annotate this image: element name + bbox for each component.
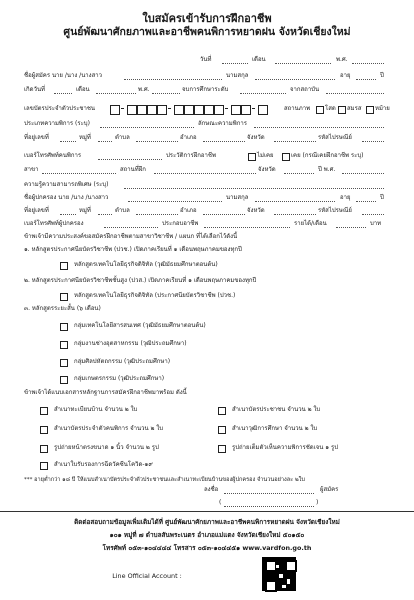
guardian-phone-row xyxy=(0,218,414,230)
address-label: ที่อยู่เลขที่ xyxy=(24,134,49,141)
id-digit-box[interactable] xyxy=(214,105,224,115)
id-digit-box[interactable] xyxy=(147,105,157,115)
born-label: เกิดวันที่ xyxy=(24,86,46,93)
program3-item xyxy=(0,338,414,350)
disability-nature-field[interactable] xyxy=(254,127,384,128)
born-day-field[interactable] xyxy=(54,93,72,94)
id-digit-box[interactable] xyxy=(194,105,204,115)
guardian-age-field[interactable] xyxy=(356,201,376,202)
program3-item xyxy=(0,356,414,368)
program3-checkbox-1[interactable] xyxy=(60,323,68,331)
program1-item xyxy=(0,259,414,271)
program3-item xyxy=(0,320,414,332)
applicant-name-label: ชื่อผู้สมัคร นาย /นาง /นางสาว xyxy=(24,72,102,79)
program3-checkbox-3[interactable] xyxy=(60,359,68,367)
docs-row xyxy=(0,442,414,454)
sign-role: ผู้สมัคร xyxy=(320,486,339,493)
year-field[interactable] xyxy=(352,63,384,64)
doc-fullbody-photo-checkbox[interactable] xyxy=(218,445,226,453)
program3-item-label: กลุ่มงานช่างอุตสาหกรรม (วุฒิประถมศึกษา) xyxy=(74,340,187,347)
signature-row xyxy=(0,484,414,496)
guardian-amphoe-field[interactable] xyxy=(203,214,245,215)
training-history-row xyxy=(0,164,414,176)
footer-phone-line: โทรศัพท์ ๐๕๓-๑๐๔๔๔๔ โทรสาร ๐๕๓-๑๐๔๔๕๑ www.vardfon.go.th xyxy=(102,544,312,552)
born-year-field[interactable] xyxy=(152,93,180,94)
phone-field[interactable] xyxy=(98,159,162,160)
id-digit-box[interactable] xyxy=(127,105,137,115)
doc-disability-card-checkbox[interactable] xyxy=(40,426,48,434)
income-label: รายได้/เดือน xyxy=(294,220,327,227)
from-label: จากสถาบัน xyxy=(290,86,320,93)
doc-vaccine-checkbox[interactable] xyxy=(40,462,48,470)
guardian-name-row xyxy=(0,192,414,204)
guardian-amphoe-label: อำเภอ xyxy=(180,207,197,214)
guardian-phone-label: เบอร์โทรศัพท์ผู้ปกครอง xyxy=(24,220,84,227)
province-field[interactable] xyxy=(274,141,316,142)
status-married-checkbox[interactable] xyxy=(338,106,346,114)
tambon-label: ตำบล xyxy=(115,134,130,141)
phone-label: เบอร์โทรศัพท์คนพิการ xyxy=(24,152,82,159)
phone-history-row xyxy=(0,150,414,162)
doc-id-card-checkbox[interactable] xyxy=(218,407,226,415)
program2-item xyxy=(0,290,414,302)
branch-province-label: จังหวัด xyxy=(258,166,276,173)
job-label: ประกอบอาชีพ xyxy=(162,220,199,227)
edu-label: จบการศึกษาระดับ xyxy=(182,86,229,93)
date-year-label: พ.ศ. xyxy=(336,56,348,63)
docs-row xyxy=(0,404,414,416)
address-no-field[interactable] xyxy=(60,141,76,142)
docs-heading: ข้าพเจ้าได้แนบเอกสารหลักฐานการสมัครฝึกอาชีพมาพร้อม ดังนี้ xyxy=(24,389,187,396)
postal-label: รหัสไปรษณีย์ xyxy=(318,134,352,141)
doc-house-reg-checkbox[interactable] xyxy=(40,407,48,415)
id-digit-box[interactable] xyxy=(110,105,120,115)
guardian-tambon-field[interactable] xyxy=(136,214,178,215)
place-label: สถานที่ฝึก xyxy=(120,166,146,173)
branch-label: สาขา xyxy=(24,166,39,173)
guardian-year-unit: ปี xyxy=(380,194,384,201)
skills-row xyxy=(0,179,414,191)
postal-field[interactable] xyxy=(362,141,384,142)
guardian-age-label: อายุ xyxy=(340,194,351,201)
applicant-name-row xyxy=(0,70,414,82)
disability-row xyxy=(0,118,414,130)
edu-field[interactable] xyxy=(240,93,286,94)
guardian-phone-field[interactable] xyxy=(104,227,158,228)
id-separator xyxy=(168,108,171,109)
baht-label: บาท xyxy=(370,220,382,227)
born-month-label: เดือน xyxy=(76,86,90,93)
sign-label: ลงชื่อ xyxy=(204,486,219,493)
sign-open-paren: ( xyxy=(219,499,222,506)
program3-item xyxy=(0,373,414,385)
doc-photo-label: รูปถ่ายหน้าตรงขนาด ๑ นิ้ว จำนวน ๒ รูป xyxy=(54,444,159,451)
id-digit-box[interactable] xyxy=(258,105,268,115)
age-label: อายุ xyxy=(340,72,351,79)
docs-row xyxy=(0,459,414,471)
program1-heading: ๑. หลักสูตรประกาศนียบัตรวิชาชีพ (ปวช.) เปิดภาคเรียนที่ ๑ เดือนพฤษภาคมของทุกปี xyxy=(24,246,242,253)
job-field[interactable] xyxy=(204,227,290,228)
surname-label: นามสกุล xyxy=(226,72,249,79)
id-digit-box[interactable] xyxy=(157,105,167,115)
status-label: สถานภาพ xyxy=(284,105,311,112)
program2-checkbox[interactable] xyxy=(60,293,68,301)
guardian-surname-field[interactable] xyxy=(255,201,335,202)
skills-field[interactable] xyxy=(124,188,384,189)
guardian-postal-field[interactable] xyxy=(362,214,384,215)
program2-heading: ๒. หลักสูตรประกาศนียบัตรวิชาชีพชั้นสูง (ปวส.) เปิดภาคเรียนที่ ๑ เดือนพฤษภาคมของทุกปี xyxy=(24,277,257,284)
guardian-surname-label: นามสกุล xyxy=(226,194,249,201)
footer-contact-line: ติดต่อสอบถามข้อมูลเพิ่มเติมได้ที่ ศูนย์พัฒนาศักยภาพและอาชีพคนพิการหยาดฝน จังหวัดเชียงใหม่ xyxy=(74,518,340,526)
born-month-field[interactable] xyxy=(96,93,136,94)
doc-id-card-label: สำเนาบัตรประชาชน จำนวน ๒ ใบ xyxy=(232,406,321,413)
income-field[interactable] xyxy=(336,227,366,228)
date-month-label: เดือน xyxy=(252,56,266,63)
province-label: จังหวัด xyxy=(247,134,265,141)
status-widowed-label: หม้าย xyxy=(375,105,390,112)
guardian-tambon-label: ตำบล xyxy=(115,207,130,214)
intent-text: ข้าพเจ้ามีความประสงค์ขอสมัครฝึกอาชีพตามสาขาวิชาชีพ / แผนก ที่ได้เลือกไว้ดังนี้ xyxy=(24,233,238,240)
history-no-checkbox[interactable] xyxy=(248,153,256,161)
status-widowed-checkbox[interactable] xyxy=(366,106,374,114)
id-separator xyxy=(252,108,255,109)
moo-label: หมู่ที่ xyxy=(79,134,91,141)
disability-type-label: ประเภทความพิการ (ระบุ) xyxy=(24,120,90,127)
branch-year-label: ปี พ.ศ. xyxy=(318,166,336,173)
doc-education-label: สำเนาวุฒิการศึกษา จำนวน ๒ ใบ xyxy=(232,425,318,432)
program1-row xyxy=(0,244,414,256)
status-single-checkbox[interactable] xyxy=(316,106,324,114)
guardian-province-field[interactable] xyxy=(274,214,316,215)
form-subtitle: ศูนย์พัฒนาศักยภาพและอาชีพคนพิการหยาดฝน จังหวัดเชียงใหม่ xyxy=(63,26,351,38)
id-digit-box[interactable] xyxy=(241,105,251,115)
moo-field[interactable] xyxy=(98,141,112,142)
amphoe-label: อำเภอ xyxy=(180,134,197,141)
program1-item-label: หลักสูตรเทคโนโลยีธุรกิจดิจิทัล (วุฒิมัธยมศึกษาตอนต้น) xyxy=(74,261,218,268)
guardian-address-row xyxy=(0,205,414,217)
docs-row xyxy=(0,423,414,435)
applicant-address-row xyxy=(0,132,414,144)
history-no-label: ไม่เคย xyxy=(257,152,274,159)
age-field[interactable] xyxy=(356,79,376,80)
birth-row xyxy=(0,84,414,96)
doc-education-checkbox[interactable] xyxy=(218,426,226,434)
id-digit-box[interactable] xyxy=(204,105,214,115)
program3-item-label: กลุ่มเกษตรกรรม (วุฒิประถมศึกษา) xyxy=(74,375,165,382)
amphoe-field[interactable] xyxy=(203,141,245,142)
docs-heading-row xyxy=(0,387,414,399)
date-day-label: วันที่ xyxy=(200,56,212,63)
id-digit-box[interactable] xyxy=(184,105,194,115)
sign-close-paren: ) xyxy=(316,499,319,506)
guardian-postal-label: รหัสไปรษณีย์ xyxy=(318,207,352,214)
guardian-moo-label: หมู่ที่ xyxy=(79,207,91,214)
guardian-address-label: ที่อยู่เลขที่ xyxy=(24,207,49,214)
footer-line-label: Line Official Account : xyxy=(112,572,182,580)
history-yes-label: เคย (กรณีเคยฝึกอาชีพ ระบุ) xyxy=(291,152,364,159)
doc-house-reg-label: สำเนาทะเบียนบ้าน จำนวน ๒ ใบ xyxy=(54,406,138,413)
program3-item-label: กลุ่มเทคโนโลยีสารสนเทศ (วุฒิมัธยมศึกษาตอนต้น) xyxy=(74,322,206,329)
program3-item-label: กลุ่มศิลปหัตถกรรม (วุฒิประถมศึกษา) xyxy=(74,358,171,365)
id-digit-box[interactable] xyxy=(174,105,184,115)
program3-checkbox-4[interactable] xyxy=(60,376,68,384)
doc-vaccine-label: สำเนาใบรับรองการฉีดวัคซีนโควิด-๑๙ xyxy=(54,461,153,468)
program2-item-label: หลักสูตรเทคโนโลยีธุรกิจดิจิทัล (ประกาศนียบัตรวิชาชีพ (ปวช.) xyxy=(74,292,236,299)
id-digit-box[interactable] xyxy=(231,105,241,115)
skills-label: ความรู้ความสามารถพิเศษ (ระบุ) xyxy=(24,181,109,188)
born-be-label: พ.ศ. xyxy=(138,86,150,93)
id-digit-box[interactable] xyxy=(137,105,147,115)
history-yes-checkbox[interactable] xyxy=(282,153,290,161)
footer-address-line: ๑๐๑ หมู่ที่ ๗ ตำบลสันพระเนตร อำเภอแม่แตง จังหวัดเชียงใหม่ ๕๐๑๕๐ xyxy=(109,531,305,539)
id-separator xyxy=(121,108,124,109)
footer-divider xyxy=(0,511,414,512)
signature-field[interactable] xyxy=(224,493,314,494)
day-field[interactable] xyxy=(222,63,248,64)
program2-row xyxy=(0,275,414,287)
note-text: *** อายุต่ำกว่า ๑๘ ปี ให้แนบสำเนาบัตรประจำตัวประชาชนและสำเนาทะเบียนบ้านของผู้ปกครอง จำนวนอย่างละ ๒ใบ xyxy=(24,477,305,483)
id-row xyxy=(0,103,414,115)
status-married-label: สมรส xyxy=(347,105,362,112)
place-field[interactable] xyxy=(154,173,256,174)
signature-name-field[interactable] xyxy=(224,506,314,507)
from-field[interactable] xyxy=(326,93,384,94)
surname-field[interactable] xyxy=(255,79,335,80)
program3-heading: ๓. หลักสูตรระยะสั้น (๖ เดือน) xyxy=(24,305,101,312)
id-separator xyxy=(225,108,228,109)
signature-name-row xyxy=(0,497,414,509)
program1-checkbox[interactable] xyxy=(60,262,68,270)
intent-row xyxy=(0,231,414,243)
guardian-province-label: จังหวัด xyxy=(247,207,265,214)
status-single-label: โสด xyxy=(325,105,336,112)
year-unit: ปี xyxy=(380,72,384,79)
date-row xyxy=(0,54,414,66)
branch-year-field[interactable] xyxy=(342,173,384,174)
branch-field[interactable] xyxy=(42,173,116,174)
guardian-moo-field[interactable] xyxy=(98,214,112,215)
disability-nature-label: ลักษณะความพิการ xyxy=(198,120,247,127)
program3-checkbox-2[interactable] xyxy=(60,341,68,349)
guardian-name-label: ชื่อผู้ปกครอง นาย /นาง /นางสาว xyxy=(24,194,109,201)
form-title: ใบสมัครเข้ารับการฝึกอาชีพ xyxy=(142,12,272,25)
history-label: ประวัติการฝึกอาชีพ xyxy=(166,152,216,159)
branch-province-field[interactable] xyxy=(284,173,314,174)
month-field[interactable] xyxy=(275,63,331,64)
disability-type-field[interactable] xyxy=(100,127,194,128)
guardian-name-field[interactable] xyxy=(128,201,222,202)
guardian-address-no-field[interactable] xyxy=(60,214,76,215)
id-label: เลขบัตรประจำตัวประชาชน xyxy=(24,105,96,112)
doc-fullbody-photo-label: รูปถ่ายเต็มตัวเห็นความพิการชัดเจน ๑ รูป xyxy=(232,444,339,451)
line-qr-code xyxy=(262,557,296,591)
applicant-name-field[interactable] xyxy=(124,79,222,80)
tambon-field[interactable] xyxy=(136,141,178,142)
program3-row xyxy=(0,303,414,315)
doc-disability-card-label: สำเนาบัตรประจำตัวคนพิการ จำนวน ๒ ใบ xyxy=(54,425,164,432)
doc-photo-checkbox[interactable] xyxy=(40,445,48,453)
